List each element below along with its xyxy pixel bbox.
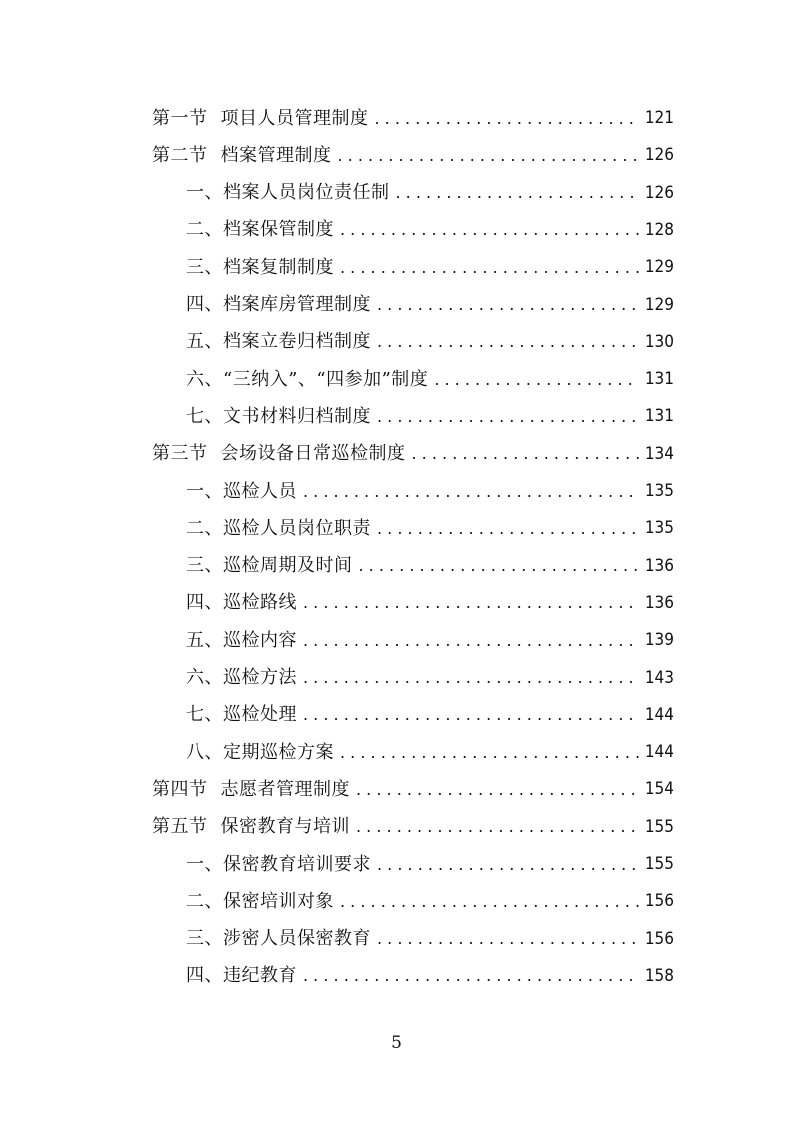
toc-subsection-entry[interactable] <box>186 921 674 958</box>
toc-entry-label <box>186 557 353 575</box>
toc-page-number: 129 <box>644 257 674 278</box>
toc-entry-label <box>186 706 297 724</box>
toc-dot-leader <box>303 595 639 611</box>
toc-dot-leader <box>396 185 639 201</box>
page-number: 5 <box>391 1033 402 1053</box>
toc-entry-title: 七、巡检处理 <box>186 704 297 726</box>
toc-subsection-entry[interactable] <box>186 324 674 361</box>
toc-subsection-entry[interactable] <box>186 883 674 920</box>
toc-entry-title: 志愿者管理制度 <box>220 778 350 800</box>
toc-entry-title: 一、保密教育培训要求 <box>186 853 371 875</box>
toc-section-number: 第四节 <box>152 778 208 800</box>
toc-entry-title: 一、巡检人员 <box>186 480 297 502</box>
toc-subsection-entry[interactable] <box>186 212 674 249</box>
toc-dot-leader <box>377 409 639 425</box>
toc-page-number: 128 <box>644 219 674 240</box>
toc-page-number: 144 <box>644 742 674 763</box>
toc-dot-leader <box>356 819 639 835</box>
toc-dot-leader <box>340 260 639 276</box>
toc-subsection-entry[interactable] <box>186 697 674 734</box>
toc-page-number: 136 <box>644 555 674 576</box>
toc-entry-label <box>186 184 390 202</box>
toc-entry-title: 二、档案保管制度 <box>186 219 334 241</box>
toc-page-number: 143 <box>644 667 674 688</box>
toc-entry-title: 五、档案立卷归档制度 <box>186 331 371 353</box>
toc-entry-title: 四、违纪教育 <box>186 965 297 987</box>
toc-entry-label <box>186 517 371 539</box>
toc-page-number: 130 <box>644 331 674 352</box>
toc-page-number: 156 <box>644 928 674 949</box>
toc-entry-title: 八、定期巡检方案 <box>186 741 334 763</box>
toc-entry-label <box>186 890 334 912</box>
toc-dot-leader <box>340 222 639 238</box>
toc-entry-title: 项目人员管理制度 <box>220 107 369 129</box>
toc-entry-title: 三、涉密人员保密教育 <box>186 928 371 950</box>
toc-dot-leader <box>434 372 639 388</box>
toc-page-number: 131 <box>644 369 674 390</box>
toc-entry-label <box>186 853 371 875</box>
toc-section-number: 第三节 <box>152 443 208 465</box>
toc-subsection-entry[interactable] <box>186 548 674 585</box>
toc-page-number: 155 <box>644 816 674 837</box>
toc-entry-title: 三、巡检周期及时间 <box>186 555 353 577</box>
toc-page-number: 134 <box>644 443 674 464</box>
toc-subsection-entry[interactable] <box>186 660 674 697</box>
toc-section-entry[interactable] <box>152 436 674 473</box>
toc-page-number: 131 <box>644 406 674 427</box>
toc-dot-leader <box>340 745 639 761</box>
toc-dot-leader <box>303 968 639 984</box>
toc-entry-label <box>186 967 297 985</box>
toc-section-number: 第五节 <box>152 816 208 838</box>
toc-dot-leader <box>303 707 639 723</box>
toc-entry-label <box>186 368 429 390</box>
toc-subsection-entry[interactable] <box>186 846 674 883</box>
toc-subsection-entry[interactable] <box>186 585 674 622</box>
toc-entry-title: 四、巡检路线 <box>186 592 297 614</box>
toc-entry-label <box>186 480 297 502</box>
toc-entry-label <box>152 144 332 166</box>
toc-dot-leader <box>377 521 639 537</box>
toc-dot-leader <box>377 931 639 947</box>
toc-entry-label <box>186 594 297 612</box>
toc-page-number: 129 <box>644 294 674 315</box>
toc-page-number: 155 <box>644 854 674 874</box>
toc-entry-label <box>152 778 350 800</box>
toc-page-number: 135 <box>644 481 674 501</box>
toc-dot-leader <box>356 782 639 798</box>
toc-dot-leader <box>303 633 639 649</box>
toc-entry-title: 六、巡检方法 <box>186 667 297 688</box>
toc-entry-title: 档案管理制度 <box>220 144 332 166</box>
toc-entry-title: 保密教育与培训 <box>220 816 350 838</box>
toc-subsection-entry[interactable] <box>186 622 674 659</box>
toc-entry-label <box>186 741 334 763</box>
toc-dot-leader <box>377 297 639 313</box>
toc-section-number: 第二节 <box>152 144 208 166</box>
toc-subsection-entry[interactable] <box>186 175 674 212</box>
toc-entry-title: 一、档案人员岗位责任制 <box>186 182 390 204</box>
toc-entry-title: 二、保密培训对象 <box>186 890 334 912</box>
toc-page-number: 121 <box>644 108 674 128</box>
toc-dot-leader <box>340 894 639 910</box>
toc-entry-title: 会场设备日常巡检制度 <box>220 443 406 465</box>
toc-entry-label <box>186 405 371 427</box>
toc-entry-title: 七、文书材料归档制度 <box>186 405 371 427</box>
toc-page-number: 136 <box>644 592 674 613</box>
toc-subsection-entry[interactable] <box>186 249 674 286</box>
toc-entry-title: 五、巡检内容 <box>186 629 297 651</box>
toc-entry-title: 四、档案库房管理制度 <box>186 294 371 315</box>
toc-dot-leader <box>377 857 639 873</box>
toc-page-number: 158 <box>644 965 674 986</box>
toc-subsection-entry[interactable] <box>186 734 674 771</box>
toc-dot-leader <box>303 670 639 686</box>
toc-entry-label <box>186 930 371 948</box>
toc-dot-leader <box>303 484 639 500</box>
toc-page-number: 154 <box>644 779 674 800</box>
toc-entry-label <box>186 296 371 314</box>
toc-section-entry[interactable] <box>152 809 674 846</box>
toc-subsection-entry[interactable] <box>186 473 674 510</box>
toc-page-number: 126 <box>644 182 674 203</box>
toc-subsection-entry[interactable] <box>186 958 674 995</box>
toc-entry-label <box>152 107 369 129</box>
toc-subsection-entry[interactable] <box>186 361 674 398</box>
toc-entry-label <box>186 333 371 351</box>
toc-section-entry[interactable] <box>152 771 674 808</box>
toc-entry-title: 三、档案复制制度 <box>186 256 334 278</box>
toc-entry-label <box>152 818 350 836</box>
toc-page-number: 126 <box>644 145 674 166</box>
toc-section-number: 第一节 <box>152 107 208 129</box>
toc-page-number: 139 <box>644 630 674 651</box>
toc-entry-label <box>186 669 297 687</box>
toc-dot-leader <box>377 334 639 350</box>
toc-dot-leader <box>338 148 639 164</box>
toc-dot-leader <box>359 558 639 574</box>
toc-section-entry[interactable] <box>152 100 674 137</box>
toc-entry-title: 二、巡检人员岗位职责 <box>186 517 371 539</box>
toc-page-number: 135 <box>644 518 674 539</box>
toc-page-number: 144 <box>644 704 674 725</box>
toc-entry-label <box>186 629 297 651</box>
toc-page-number: 156 <box>644 891 674 912</box>
toc-entry-title: 六、“三纳入”、“四参加”制度 <box>186 368 429 390</box>
toc-subsection-entry[interactable] <box>186 398 674 435</box>
toc-dot-leader <box>412 446 639 462</box>
toc-entry-label <box>186 221 334 239</box>
toc-dot-leader <box>375 111 639 127</box>
toc-subsection-entry[interactable] <box>186 287 674 324</box>
toc-entry-label <box>152 445 406 463</box>
toc-entry-label <box>186 256 334 278</box>
toc-section-entry[interactable] <box>152 137 674 174</box>
toc-subsection-entry[interactable] <box>186 510 674 547</box>
